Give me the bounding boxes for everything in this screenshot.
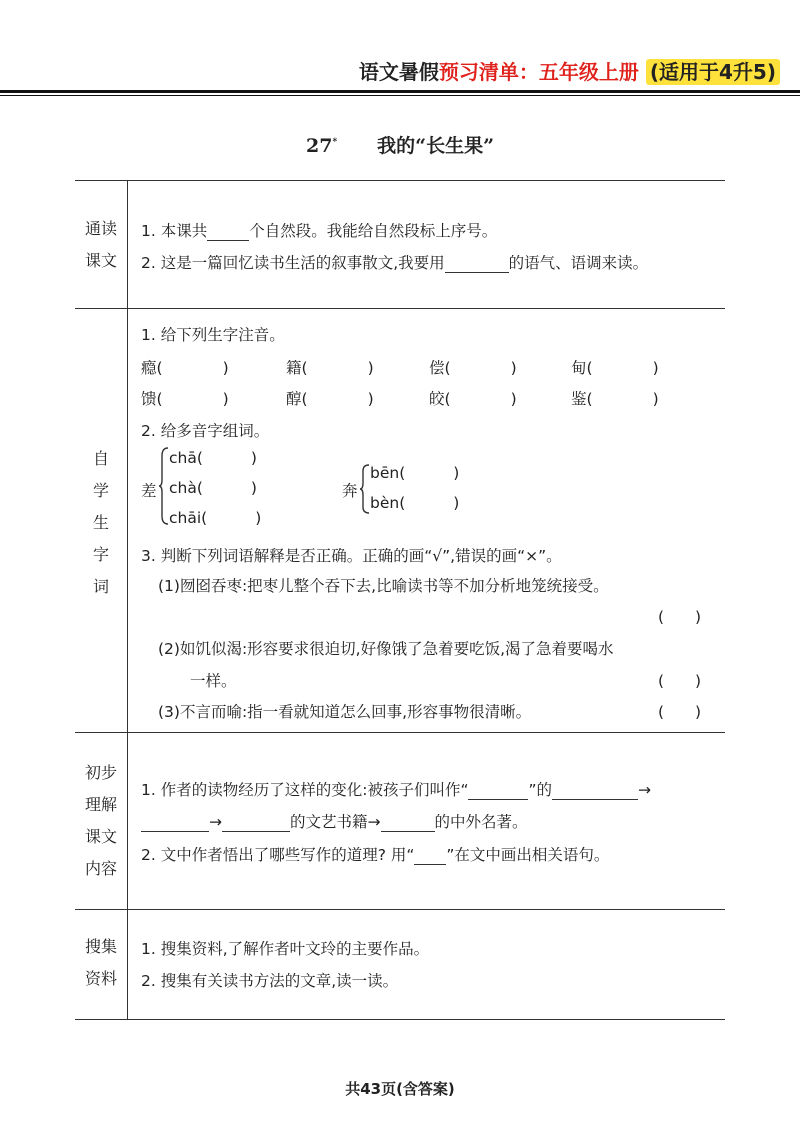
label-line: 通读 bbox=[84, 219, 117, 238]
char: 醇( bbox=[286, 390, 308, 408]
label-line: 资料 bbox=[84, 969, 117, 988]
judge-item-2-cont: 一样。 bbox=[190, 672, 237, 690]
soji-item1: 1. 搜集资料,了解作者叶文玲的主要作品。 bbox=[141, 940, 430, 958]
label-line: 搜集 bbox=[84, 937, 117, 956]
text: 的语气、语调来读。 bbox=[508, 254, 649, 272]
text: 2. 文中作者悟出了哪些写作的道理? 用“ bbox=[141, 846, 415, 864]
reading-item bbox=[169, 509, 261, 527]
tongdu-item1 bbox=[141, 219, 497, 241]
worksheet-table bbox=[75, 180, 725, 1020]
page-footer: 共43页(含答案) bbox=[345, 1080, 455, 1098]
char: 鉴( bbox=[571, 390, 593, 408]
answer-blank[interactable] bbox=[468, 782, 528, 800]
reading-item bbox=[169, 449, 257, 467]
label-tongdu bbox=[75, 213, 127, 277]
answer-blank[interactable] bbox=[552, 782, 638, 800]
char-item bbox=[286, 356, 374, 378]
paren: ) bbox=[222, 359, 229, 377]
lesson-number: 27 bbox=[305, 135, 333, 157]
reading: chāi( bbox=[169, 509, 208, 527]
label-line: 初步 bbox=[84, 763, 117, 782]
chubu-item1 bbox=[141, 778, 651, 800]
lesson-name: 我的“长生果” bbox=[377, 135, 495, 157]
paren: ) bbox=[250, 479, 257, 497]
polyphone-ben: 奔 bbox=[342, 482, 358, 500]
paren: ) bbox=[222, 390, 229, 408]
row-divider bbox=[75, 732, 725, 733]
char-item bbox=[286, 387, 374, 409]
char-item bbox=[141, 356, 229, 378]
arrow-icon: → bbox=[209, 813, 222, 831]
reading: chā( bbox=[169, 449, 203, 467]
polyphone-cha: 差 bbox=[141, 482, 157, 500]
paren: ) bbox=[652, 359, 659, 377]
lesson-title bbox=[0, 131, 800, 158]
lesson-mark: * bbox=[332, 137, 338, 148]
label-char: 字 bbox=[92, 545, 109, 564]
header-banner bbox=[359, 56, 780, 85]
zixue-q3: 3. 判断下列词语解释是否正确。正确的画“√”,错误的画“×”。 bbox=[141, 547, 562, 565]
header-part2: 预习清单：五年级上册 bbox=[438, 60, 639, 84]
text: ”的 bbox=[528, 781, 553, 799]
answer-box[interactable]: ( ) bbox=[658, 672, 702, 690]
char: 偿( bbox=[429, 359, 451, 377]
char: 馈( bbox=[141, 390, 163, 408]
char-item bbox=[429, 387, 517, 409]
char: 瘾( bbox=[141, 359, 163, 377]
reading: bēn( bbox=[370, 464, 406, 482]
char-item bbox=[571, 387, 659, 409]
text: 的中外名著。 bbox=[434, 813, 528, 831]
zixue-q2: 2. 给多音字组词。 bbox=[141, 422, 270, 440]
label-line: 内容 bbox=[84, 859, 117, 878]
text: 个自然段。我能给自然段标上序号。 bbox=[249, 222, 498, 240]
brace-icon bbox=[159, 446, 169, 526]
char-item bbox=[429, 356, 517, 378]
char: 籍( bbox=[286, 359, 308, 377]
paren: ) bbox=[453, 494, 460, 512]
label-char: 学 bbox=[92, 481, 109, 500]
label-line: 理解 bbox=[84, 795, 117, 814]
reading: bèn( bbox=[370, 494, 406, 512]
brace-icon bbox=[360, 463, 370, 515]
char: 甸( bbox=[571, 359, 593, 377]
text: ”在文中画出相关语句。 bbox=[446, 846, 610, 864]
chubu-item2 bbox=[141, 843, 609, 865]
answer-blank[interactable] bbox=[222, 814, 290, 832]
answer-blank[interactable] bbox=[445, 255, 509, 273]
answer-blank[interactable] bbox=[381, 814, 435, 832]
header-tag: (适用于4升5) bbox=[646, 59, 780, 85]
text: 1. 本课共 bbox=[141, 222, 208, 240]
paren: ) bbox=[510, 390, 517, 408]
text: 1. 作者的读物经历了这样的变化:被孩子们叫作“ bbox=[141, 781, 469, 799]
paren: ) bbox=[367, 390, 374, 408]
label-line: 课文 bbox=[84, 827, 117, 846]
judge-item-1: (1)囫囵吞枣:把枣儿整个吞下去,比喻读书等不加分析地笼统接受。 bbox=[158, 577, 609, 595]
text: 2. 这是一篇回忆读书生活的叙事散文,我要用 bbox=[141, 254, 445, 272]
answer-box[interactable]: ( ) bbox=[658, 608, 702, 626]
column-divider bbox=[127, 181, 128, 1019]
header-rule-thin bbox=[0, 95, 800, 96]
char-item bbox=[571, 356, 659, 378]
answer-blank[interactable] bbox=[414, 847, 446, 865]
soji-item2: 2. 搜集有关读书方法的文章,读一读。 bbox=[141, 972, 399, 990]
header-part1: 语文暑假 bbox=[358, 60, 439, 84]
reading-item bbox=[370, 494, 459, 512]
label-zixue bbox=[75, 443, 127, 603]
char: 皎( bbox=[429, 390, 451, 408]
answer-blank[interactable] bbox=[141, 814, 209, 832]
text: 的文艺书籍→ bbox=[290, 813, 381, 831]
answer-box[interactable]: ( ) bbox=[658, 703, 702, 721]
reading-item bbox=[169, 479, 257, 497]
row-divider bbox=[75, 909, 725, 910]
arrow-icon: → bbox=[638, 781, 652, 799]
label-chubu bbox=[75, 757, 127, 885]
label-char: 自 bbox=[92, 449, 109, 468]
zixue-q1: 1. 给下列生字注音。 bbox=[141, 326, 285, 344]
paren: ) bbox=[652, 390, 659, 408]
row-divider bbox=[75, 308, 725, 309]
judge-item-2: (2)如饥似渴:形容要求很迫切,好像饿了急着要吃饭,渴了急着要喝水 bbox=[158, 640, 614, 658]
reading: chà( bbox=[169, 479, 203, 497]
paren: ) bbox=[255, 509, 262, 527]
answer-blank[interactable] bbox=[207, 223, 249, 241]
label-char: 词 bbox=[92, 577, 109, 596]
label-char: 生 bbox=[92, 513, 109, 532]
chubu-item1-cont bbox=[141, 810, 528, 832]
label-line: 课文 bbox=[84, 251, 117, 270]
paren: ) bbox=[510, 359, 517, 377]
reading-item bbox=[370, 464, 459, 482]
tongdu-item2 bbox=[141, 251, 648, 273]
paren: ) bbox=[367, 359, 374, 377]
judge-item-3: (3)不言而喻:指一看就知道怎么回事,形容事物很清晰。 bbox=[158, 703, 532, 721]
header-rule bbox=[0, 90, 800, 93]
char-item bbox=[141, 387, 229, 409]
label-soji bbox=[75, 931, 127, 995]
paren: ) bbox=[453, 464, 460, 482]
paren: ) bbox=[250, 449, 257, 467]
